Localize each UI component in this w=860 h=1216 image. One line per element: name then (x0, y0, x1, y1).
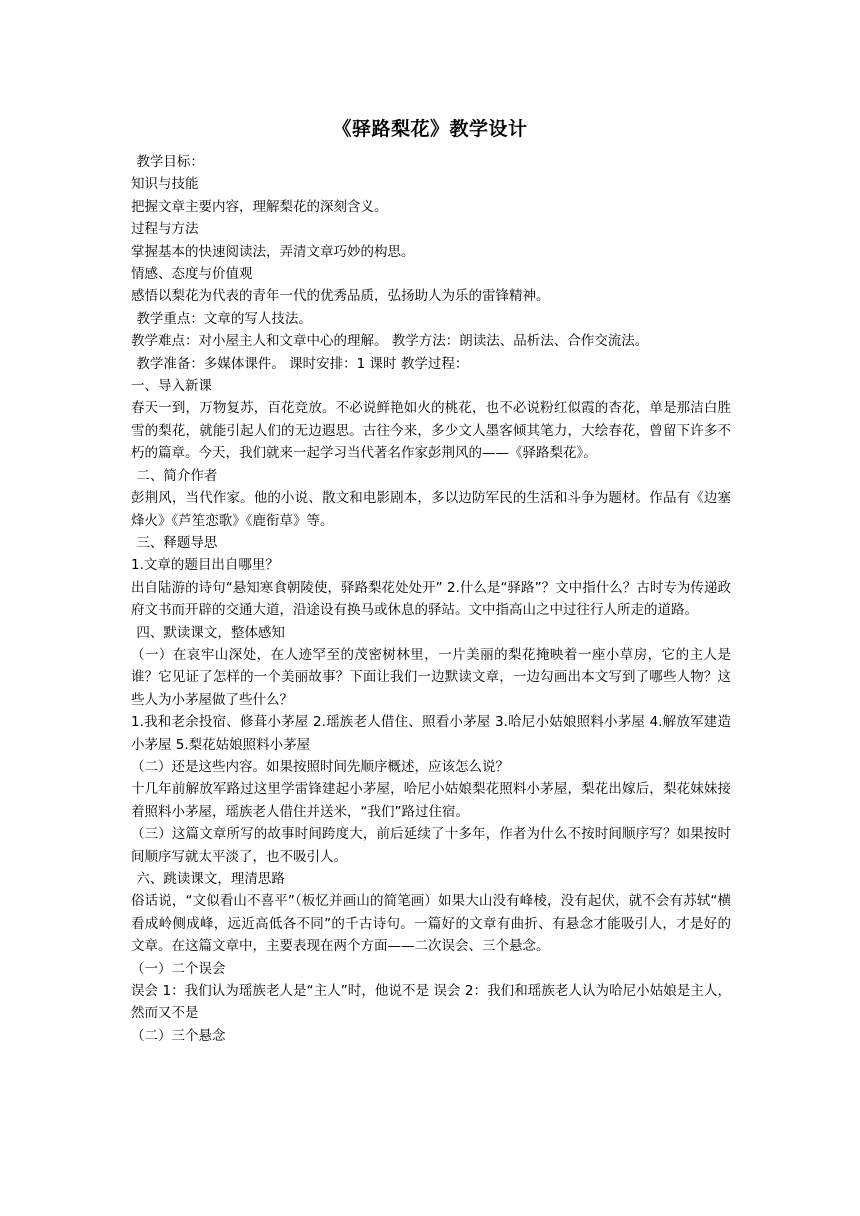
paragraph: 俗话说，“文似看山不喜平”（板忆并画山的简笔画）如果大山没有峰棱，没有起伏，就不会有苏轼“横看成岭侧成峰，远近高低各不同”的千古诗句。一篇好的文章有曲折、有悬念才能吸引人，才是好的文章。在这篇文章中，主要表现在两个方面——二次误会、三个悬念。 (131, 893, 731, 955)
paragraph: 春天一到，万物复苏，百花竞放。不必说鲜艳如火的桃花，也不必说粉红似霞的杏花，单是那洁白胜雪的梨花，就能引起人们的无边遐思。古往今来，多少文人墨客倾其笔力，大绘春花，曾留下许多不朽的篇章。今天，我们就来一起学习当代著名作家彭荆风的——《驿路梨花》。 (131, 400, 731, 462)
paragraph: 误会 1：我们认为瑶族老人是“主人”时，他说不是 误会 2：我们和瑶族老人认为哈尼小姑娘是主人，然而又不是 (131, 983, 731, 1022)
paragraph: 感悟以梨花为代表的青年一代的优秀品质，弘扬助人为乐的雷锋精神。 (131, 288, 550, 305)
document-title: 《驿路梨花》教学设计 (332, 118, 528, 140)
paragraph: （一）在哀牢山深处，在人迹罕至的茂密树林里，一片美丽的梨花掩映着一座小草房，它的主人是谁？它见证了怎样的一个美丽故事？下面让我们一边默读文章，一边勾画出本文写到了哪些人物？这些人为小茅屋做了些什么？ (131, 646, 731, 708)
paragraph: 教学难点：对小屋主人和文章中心的理解。 教学方法：朗读法、品析法、合作交流法。 (131, 333, 649, 350)
paragraph: （二）还是这些内容。如果按照时间先顺序概述，应该怎么说？ (131, 758, 509, 775)
paragraph: （三）这篇文章所写的故事时间跨度大，前后延续了十多年，作者为什么不按时间顺序写？如果按时间顺序写就太平淡了，也不吸引人。 (131, 826, 731, 865)
paragraph: 知识与技能 (131, 176, 199, 193)
paragraph: 情感、态度与价值观 (131, 266, 253, 283)
paragraph: 过程与方法 (131, 221, 199, 238)
paragraph: 教学准备：多媒体课件。 课时安排：1 课时 教学过程： (136, 355, 469, 372)
paragraph: 掌握基本的快速阅读法，弄清文章巧妙的构思。 (131, 243, 415, 260)
section-heading: 一、导入新课 (131, 378, 212, 395)
paragraph: 把握文章主要内容，理解梨花的深刻含义。 (131, 198, 388, 215)
paragraph: 1.文章的题目出自哪里？ (131, 557, 279, 574)
paragraph: （一）二个误会 (131, 960, 226, 977)
paragraph: （二）三个悬念 (131, 1027, 226, 1044)
document-body (131, 151, 731, 1047)
section-heading: 六、跳读课文，理清思路 (136, 871, 285, 887)
paragraph: 教学目标： (136, 154, 204, 170)
paragraph: 出自陆游的诗句“悬知寒食朝陵使，驿路梨花处处开” 2.什么是“驿路”？文中指什么？古时专为传递政府文书而开辟的交通大道，沿途设有换马或休息的驿站。文中指高山之中过往行人所走的道路。 (131, 579, 731, 619)
section-heading: 三、释题导思 (136, 534, 218, 551)
paragraph: 十几年前解放军路过这里学雷锋建起小茅屋，哈尼小姑娘梨花照料小茅屋，梨花出嫁后，梨花妹妹接着照料小茅屋，瑶族老人借住并送米，“我们”路过住宿。 (131, 781, 731, 820)
paragraph: 教学重点：文章的写人技法。 (136, 310, 312, 327)
section-heading: 四、默读课文，整体感知 (136, 624, 285, 641)
section-heading: 二、简介作者 (136, 467, 218, 484)
paragraph: 1.我和老余投宿、修葺小茅屋 2.瑶族老人借住、照看小茅屋 3.哈尼小姑娘照料小茅屋 4.解放军建造小茅屋 5.梨花姑娘照料小茅屋 (131, 714, 731, 753)
paragraph: 彭荆风，当代作家。他的小说、散文和电影剧本，多以边防军民的生活和斗争为题材。作品有《边塞烽火》《芦笙恋歌》《鹿衔草》等。 (131, 490, 731, 529)
